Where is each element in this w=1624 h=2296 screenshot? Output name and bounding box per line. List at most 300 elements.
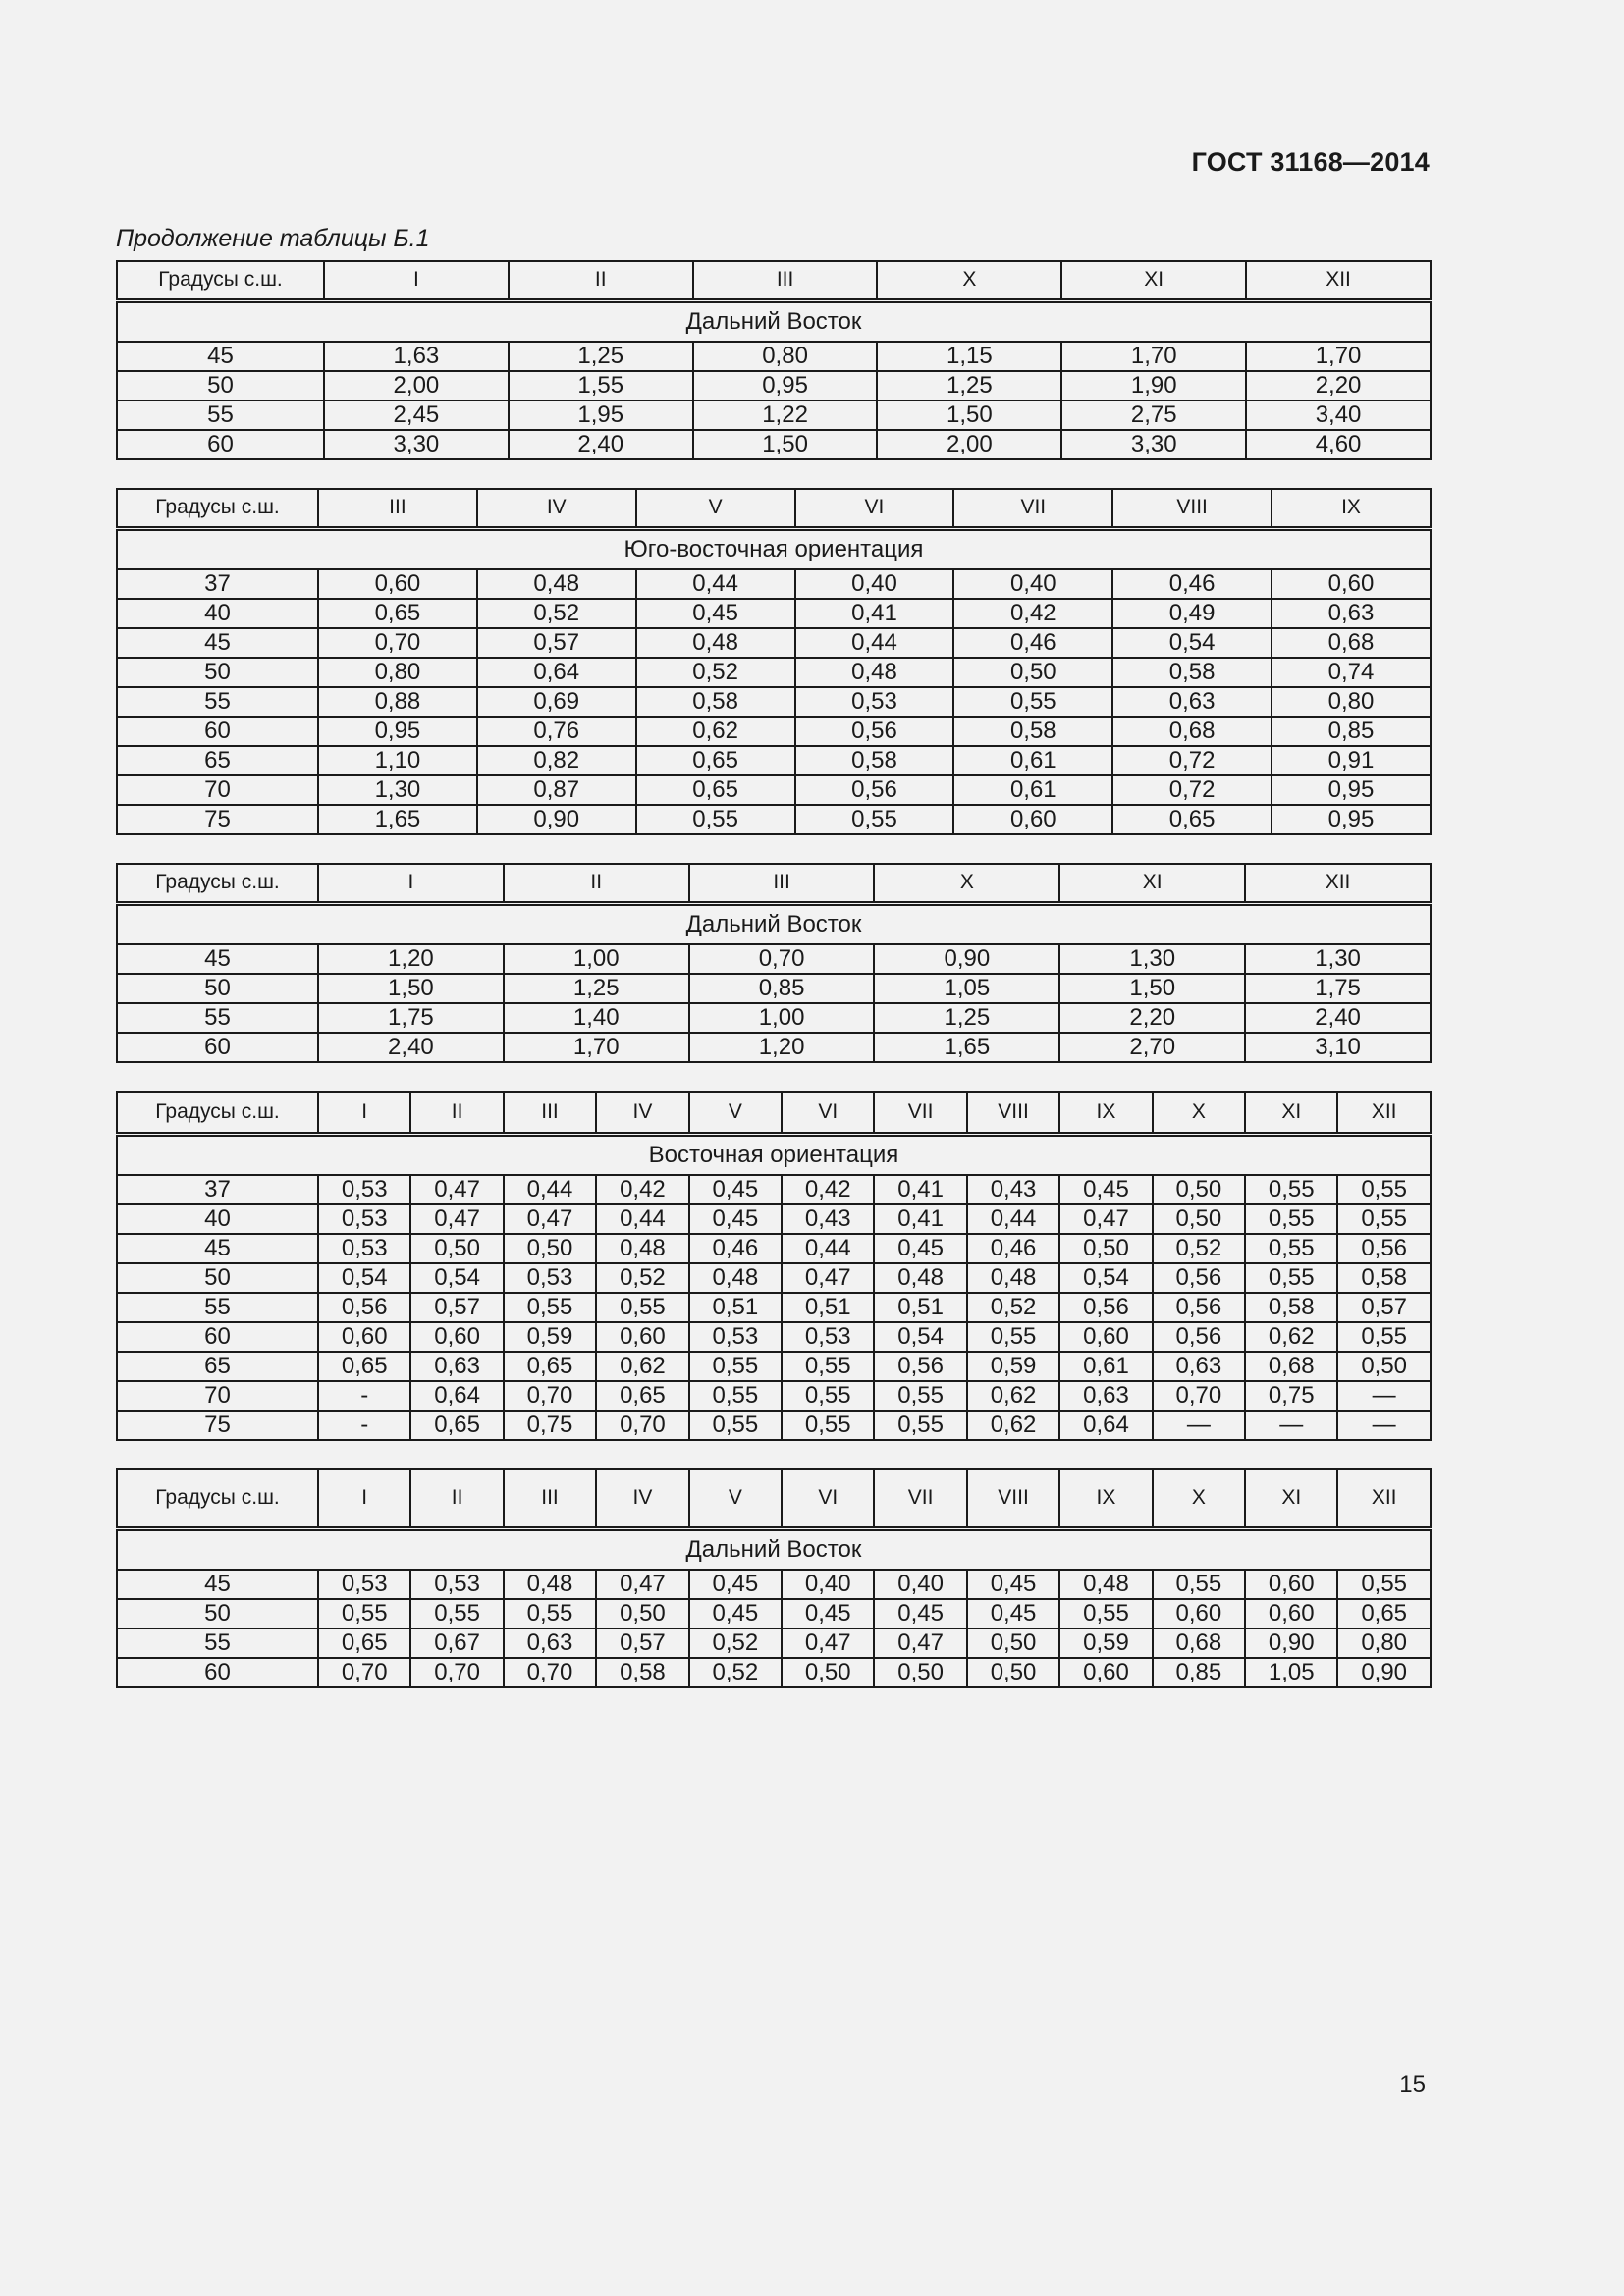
value-cell: 0,65 — [318, 1352, 410, 1381]
value-cell: 0,40 — [782, 1570, 874, 1599]
header-cell-month: VI — [782, 1092, 874, 1134]
latitude-cell: 65 — [117, 746, 318, 775]
value-cell: 0,57 — [1337, 1293, 1430, 1322]
header-cell-month: III — [504, 1469, 596, 1528]
value-cell: 1,05 — [1245, 1658, 1337, 1687]
table-row — [117, 599, 1431, 628]
value-cell: 0,51 — [689, 1293, 782, 1322]
value-cell: - — [318, 1381, 410, 1411]
value-cell: 0,95 — [693, 371, 878, 400]
value-cell: 0,48 — [1059, 1570, 1152, 1599]
tables-container — [116, 260, 1430, 1716]
latitude-cell: 37 — [117, 1175, 318, 1204]
latitude-cell: 55 — [117, 687, 318, 717]
value-cell: 0,43 — [967, 1175, 1059, 1204]
header-cell-month: IX — [1272, 489, 1431, 528]
latitude-cell: 65 — [117, 1352, 318, 1381]
value-cell: 0,41 — [795, 599, 954, 628]
value-cell: 1,75 — [318, 1003, 504, 1033]
value-cell: 0,51 — [874, 1293, 966, 1322]
value-cell: - — [318, 1411, 410, 1440]
value-cell: 0,95 — [318, 717, 477, 746]
value-cell: 0,45 — [636, 599, 795, 628]
value-cell: 0,60 — [1272, 569, 1431, 599]
value-cell: 0,85 — [1272, 717, 1431, 746]
value-cell: 0,45 — [689, 1570, 782, 1599]
value-cell: 0,55 — [782, 1381, 874, 1411]
value-cell: 1,25 — [504, 974, 689, 1003]
header-cell-month: XII — [1246, 261, 1431, 300]
value-cell: 0,55 — [1245, 1204, 1337, 1234]
value-cell: 0,90 — [874, 944, 1059, 974]
header-cell-month: IV — [596, 1469, 688, 1528]
value-cell: 0,59 — [504, 1322, 596, 1352]
header-cell-month: XII — [1337, 1092, 1430, 1134]
latitude-cell: 55 — [117, 1003, 318, 1033]
table-row — [117, 1175, 1431, 1204]
value-cell: 0,69 — [477, 687, 636, 717]
section-title: Юго-восточная ориентация — [117, 528, 1431, 569]
value-cell: 0,55 — [874, 1411, 966, 1440]
value-cell: 0,55 — [953, 687, 1112, 717]
value-cell: 2,70 — [1059, 1033, 1245, 1062]
value-cell: 0,53 — [318, 1570, 410, 1599]
data-table — [116, 260, 1432, 460]
value-cell: 1,50 — [693, 430, 878, 459]
header-cell-month: XII — [1337, 1469, 1430, 1528]
value-cell: 0,60 — [1059, 1322, 1152, 1352]
value-cell: 0,52 — [636, 658, 795, 687]
value-cell: 2,40 — [1245, 1003, 1431, 1033]
value-cell: 1,63 — [324, 342, 509, 371]
latitude-cell: 50 — [117, 974, 318, 1003]
value-cell: 0,55 — [782, 1352, 874, 1381]
value-cell: 1,90 — [1061, 371, 1246, 400]
value-cell: 0,61 — [953, 746, 1112, 775]
value-cell: 0,75 — [1245, 1381, 1337, 1411]
value-cell: 0,56 — [1153, 1293, 1245, 1322]
section-title: Дальний Восток — [117, 300, 1431, 342]
value-cell: 0,55 — [1337, 1322, 1430, 1352]
value-cell: 0,63 — [410, 1352, 503, 1381]
value-cell: 0,55 — [1245, 1263, 1337, 1293]
latitude-cell: 50 — [117, 1599, 318, 1629]
header-cell-month: X — [877, 261, 1061, 300]
table-caption: Продолжение таблицы Б.1 — [116, 225, 430, 252]
value-cell: 0,46 — [953, 628, 1112, 658]
value-cell: 0,48 — [596, 1234, 688, 1263]
value-cell: 0,50 — [1153, 1175, 1245, 1204]
header-cell-latitude: Градусы с.ш. — [117, 1469, 318, 1528]
value-cell: 0,50 — [410, 1234, 503, 1263]
latitude-cell: 45 — [117, 1570, 318, 1599]
value-cell: 0,56 — [318, 1293, 410, 1322]
value-cell: 0,53 — [504, 1263, 596, 1293]
value-cell: 0,40 — [795, 569, 954, 599]
table-row — [117, 717, 1431, 746]
value-cell: 0,60 — [1245, 1570, 1337, 1599]
table-row — [117, 400, 1431, 430]
value-cell: 0,70 — [410, 1658, 503, 1687]
value-cell: 0,70 — [318, 1658, 410, 1687]
header-cell-month: I — [318, 1469, 410, 1528]
value-cell: 0,61 — [953, 775, 1112, 805]
value-cell: 0,46 — [967, 1234, 1059, 1263]
value-cell: 0,53 — [318, 1234, 410, 1263]
value-cell: 0,50 — [504, 1234, 596, 1263]
header-cell-month: IX — [1059, 1092, 1152, 1134]
table-row — [117, 1658, 1431, 1687]
value-cell: 0,74 — [1272, 658, 1431, 687]
value-cell: 0,55 — [795, 805, 954, 834]
value-cell: 1,70 — [1246, 342, 1431, 371]
value-cell: 0,68 — [1272, 628, 1431, 658]
value-cell: 0,54 — [1112, 628, 1272, 658]
value-cell: 0,56 — [1153, 1322, 1245, 1352]
latitude-cell: 60 — [117, 1033, 318, 1062]
table-row — [117, 628, 1431, 658]
table-row — [117, 805, 1431, 834]
latitude-cell: 55 — [117, 1629, 318, 1658]
value-cell: 0,55 — [1245, 1175, 1337, 1204]
latitude-cell: 45 — [117, 1234, 318, 1263]
document-header: ГОСТ 31168—2014 — [1191, 147, 1430, 177]
value-cell: 0,68 — [1153, 1629, 1245, 1658]
value-cell: 0,45 — [689, 1175, 782, 1204]
header-cell-month: II — [504, 864, 689, 903]
value-cell: 0,60 — [1153, 1599, 1245, 1629]
table-row — [117, 974, 1431, 1003]
value-cell: 0,60 — [953, 805, 1112, 834]
header-cell-month: VI — [782, 1469, 874, 1528]
value-cell: 0,55 — [782, 1411, 874, 1440]
value-cell: 0,52 — [1153, 1234, 1245, 1263]
value-cell: 1,10 — [318, 746, 477, 775]
value-cell: 1,20 — [318, 944, 504, 974]
page-number: 15 — [1399, 2071, 1426, 2098]
header-cell-month: I — [324, 261, 509, 300]
value-cell: 0,55 — [1059, 1599, 1152, 1629]
value-cell: 0,52 — [689, 1658, 782, 1687]
value-cell: 0,55 — [689, 1411, 782, 1440]
value-cell: 0,50 — [782, 1658, 874, 1687]
value-cell: 2,45 — [324, 400, 509, 430]
value-cell: 0,62 — [967, 1411, 1059, 1440]
value-cell: 1,05 — [874, 974, 1059, 1003]
header-cell-month: I — [318, 1092, 410, 1134]
value-cell: 0,45 — [967, 1599, 1059, 1629]
value-cell: 0,80 — [1272, 687, 1431, 717]
value-cell: 0,45 — [689, 1204, 782, 1234]
value-cell: 0,47 — [596, 1570, 688, 1599]
value-cell: 1,70 — [1061, 342, 1246, 371]
value-cell: 0,59 — [1059, 1629, 1152, 1658]
data-table — [116, 863, 1432, 1063]
value-cell: 0,65 — [636, 746, 795, 775]
value-cell: 0,53 — [795, 687, 954, 717]
value-cell: 0,60 — [1245, 1599, 1337, 1629]
value-cell: 0,50 — [596, 1599, 688, 1629]
value-cell: 0,44 — [967, 1204, 1059, 1234]
value-cell: 1,00 — [504, 944, 689, 974]
table-row — [117, 658, 1431, 687]
latitude-cell: 75 — [117, 805, 318, 834]
value-cell: 0,53 — [410, 1570, 503, 1599]
value-cell: 0,58 — [636, 687, 795, 717]
value-cell: 0,41 — [874, 1204, 966, 1234]
header-cell-month: II — [410, 1469, 503, 1528]
value-cell: 0,65 — [318, 599, 477, 628]
value-cell: 0,65 — [596, 1381, 688, 1411]
latitude-cell: 55 — [117, 1293, 318, 1322]
header-cell-month: IV — [477, 489, 636, 528]
section-title: Дальний Восток — [117, 903, 1431, 944]
value-cell: 0,55 — [967, 1322, 1059, 1352]
value-cell: 1,20 — [689, 1033, 875, 1062]
header-cell-month: XI — [1245, 1469, 1337, 1528]
value-cell: 0,50 — [967, 1658, 1059, 1687]
value-cell: 0,48 — [689, 1263, 782, 1293]
header-cell-month: III — [318, 489, 477, 528]
value-cell: 0,48 — [967, 1263, 1059, 1293]
value-cell: 0,58 — [1337, 1263, 1430, 1293]
latitude-cell: 40 — [117, 599, 318, 628]
value-cell: 1,95 — [509, 400, 693, 430]
value-cell: 0,53 — [689, 1322, 782, 1352]
value-cell: 0,55 — [1245, 1234, 1337, 1263]
value-cell: 0,58 — [596, 1658, 688, 1687]
value-cell: 2,75 — [1061, 400, 1246, 430]
value-cell: 1,30 — [318, 775, 477, 805]
value-cell: 0,85 — [689, 974, 875, 1003]
value-cell: 0,54 — [874, 1322, 966, 1352]
latitude-cell: 50 — [117, 1263, 318, 1293]
value-cell: 0,70 — [689, 944, 875, 974]
value-cell: 0,47 — [410, 1175, 503, 1204]
value-cell: 0,65 — [504, 1352, 596, 1381]
value-cell: 0,70 — [318, 628, 477, 658]
value-cell: 0,52 — [477, 599, 636, 628]
value-cell: 1,50 — [877, 400, 1061, 430]
value-cell: 0,45 — [874, 1234, 966, 1263]
value-cell: 0,60 — [318, 1322, 410, 1352]
value-cell: 0,48 — [477, 569, 636, 599]
value-cell: — — [1337, 1381, 1430, 1411]
table-row — [117, 687, 1431, 717]
table-row — [117, 1411, 1431, 1440]
value-cell: 1,30 — [1245, 944, 1431, 974]
value-cell: 0,58 — [1245, 1293, 1337, 1322]
value-cell: 1,25 — [509, 342, 693, 371]
latitude-cell: 60 — [117, 717, 318, 746]
value-cell: 0,65 — [318, 1629, 410, 1658]
header-cell-month: VII — [874, 1469, 966, 1528]
value-cell: 0,91 — [1272, 746, 1431, 775]
value-cell: 0,63 — [1153, 1352, 1245, 1381]
header-cell-month: II — [410, 1092, 503, 1134]
section-row — [117, 1528, 1431, 1570]
value-cell: 0,88 — [318, 687, 477, 717]
header-cell-month: XI — [1245, 1092, 1337, 1134]
header-cell-month: IX — [1059, 1469, 1152, 1528]
header-cell-month: V — [689, 1092, 782, 1134]
value-cell: 3,40 — [1246, 400, 1431, 430]
table-row — [117, 1033, 1431, 1062]
value-cell: 0,56 — [874, 1352, 966, 1381]
value-cell: 2,40 — [318, 1033, 504, 1062]
value-cell: 1,75 — [1245, 974, 1431, 1003]
value-cell: 0,65 — [410, 1411, 503, 1440]
value-cell: 0,55 — [874, 1381, 966, 1411]
table-header-row — [117, 1092, 1431, 1134]
value-cell: 0,55 — [1337, 1204, 1430, 1234]
value-cell: 0,95 — [1272, 805, 1431, 834]
value-cell: 0,62 — [1245, 1322, 1337, 1352]
header-cell-month: VI — [795, 489, 954, 528]
value-cell: 0,72 — [1112, 746, 1272, 775]
header-cell-month: VIII — [967, 1469, 1059, 1528]
value-cell: 2,00 — [877, 430, 1061, 459]
value-cell: 3,10 — [1245, 1033, 1431, 1062]
value-cell: 0,87 — [477, 775, 636, 805]
value-cell: — — [1337, 1411, 1430, 1440]
table-header-row — [117, 1469, 1431, 1528]
value-cell: 0,55 — [689, 1381, 782, 1411]
data-table — [116, 488, 1432, 835]
value-cell: 0,42 — [596, 1175, 688, 1204]
table-header-row — [117, 489, 1431, 528]
header-cell-month: VII — [953, 489, 1112, 528]
value-cell: 0,57 — [410, 1293, 503, 1322]
value-cell: 0,48 — [874, 1263, 966, 1293]
value-cell: 0,45 — [782, 1599, 874, 1629]
value-cell: 0,62 — [636, 717, 795, 746]
table-header-row — [117, 864, 1431, 903]
value-cell: 0,46 — [689, 1234, 782, 1263]
value-cell: 1,25 — [874, 1003, 1059, 1033]
header-cell-month: X — [1153, 1092, 1245, 1134]
section-row — [117, 903, 1431, 944]
value-cell: 0,76 — [477, 717, 636, 746]
value-cell: 0,54 — [318, 1263, 410, 1293]
value-cell: 0,64 — [1059, 1411, 1152, 1440]
table-row — [117, 1204, 1431, 1234]
table-row — [117, 1003, 1431, 1033]
value-cell: 0,58 — [1112, 658, 1272, 687]
value-cell: 0,80 — [318, 658, 477, 687]
value-cell: 0,75 — [504, 1411, 596, 1440]
value-cell: 0,55 — [596, 1293, 688, 1322]
value-cell: 0,60 — [318, 569, 477, 599]
value-cell: 0,50 — [874, 1658, 966, 1687]
value-cell: 0,68 — [1245, 1352, 1337, 1381]
value-cell: 0,55 — [410, 1599, 503, 1629]
value-cell: 0,90 — [1337, 1658, 1430, 1687]
value-cell: 0,62 — [596, 1352, 688, 1381]
header-cell-month: V — [636, 489, 795, 528]
value-cell: 0,44 — [795, 628, 954, 658]
value-cell: 0,43 — [782, 1204, 874, 1234]
value-cell: 0,50 — [1153, 1204, 1245, 1234]
value-cell: 0,55 — [1153, 1570, 1245, 1599]
value-cell: 0,40 — [953, 569, 1112, 599]
header-cell-month: III — [689, 864, 875, 903]
value-cell: 0,60 — [1059, 1658, 1152, 1687]
latitude-cell: 75 — [117, 1411, 318, 1440]
table-row — [117, 944, 1431, 974]
value-cell: 0,55 — [689, 1352, 782, 1381]
value-cell: 1,70 — [504, 1033, 689, 1062]
value-cell: 0,60 — [596, 1322, 688, 1352]
header-cell-latitude: Градусы с.ш. — [117, 1092, 318, 1134]
value-cell: 1,65 — [874, 1033, 1059, 1062]
header-cell-month: VIII — [1112, 489, 1272, 528]
value-cell: 0,40 — [874, 1570, 966, 1599]
header-cell-month: III — [504, 1092, 596, 1134]
value-cell: 3,30 — [1061, 430, 1246, 459]
value-cell: 0,65 — [1337, 1599, 1430, 1629]
section-row — [117, 1134, 1431, 1175]
value-cell: 0,44 — [782, 1234, 874, 1263]
value-cell: 0,55 — [318, 1599, 410, 1629]
value-cell: 2,20 — [1246, 371, 1431, 400]
value-cell: 0,63 — [1112, 687, 1272, 717]
value-cell: 0,47 — [504, 1204, 596, 1234]
value-cell: 0,46 — [1112, 569, 1272, 599]
table-row — [117, 746, 1431, 775]
value-cell: 0,48 — [504, 1570, 596, 1599]
table-row — [117, 430, 1431, 459]
value-cell: 2,40 — [509, 430, 693, 459]
latitude-cell: 50 — [117, 371, 324, 400]
table-row — [117, 371, 1431, 400]
value-cell: 0,55 — [504, 1599, 596, 1629]
value-cell: 0,64 — [410, 1381, 503, 1411]
table-header-row — [117, 261, 1431, 300]
header-cell-month: XI — [1059, 864, 1245, 903]
data-table — [116, 1468, 1432, 1688]
header-cell-month: XI — [1061, 261, 1246, 300]
value-cell: 0,62 — [967, 1381, 1059, 1411]
data-table — [116, 1091, 1432, 1441]
table-row — [117, 1570, 1431, 1599]
latitude-cell: 40 — [117, 1204, 318, 1234]
value-cell: 0,55 — [1337, 1175, 1430, 1204]
table-row — [117, 1629, 1431, 1658]
value-cell: 0,56 — [1059, 1293, 1152, 1322]
value-cell: 0,51 — [782, 1293, 874, 1322]
table-row — [117, 1293, 1431, 1322]
header-cell-month: XII — [1245, 864, 1431, 903]
value-cell: 0,44 — [636, 569, 795, 599]
value-cell: 1,00 — [689, 1003, 875, 1033]
value-cell: 0,85 — [1153, 1658, 1245, 1687]
value-cell: 0,50 — [1059, 1234, 1152, 1263]
header-cell-month: VIII — [967, 1092, 1059, 1134]
value-cell: 0,52 — [967, 1293, 1059, 1322]
value-cell: 1,15 — [877, 342, 1061, 371]
value-cell: 0,54 — [1059, 1263, 1152, 1293]
value-cell: 1,65 — [318, 805, 477, 834]
value-cell: — — [1245, 1411, 1337, 1440]
table-row — [117, 1381, 1431, 1411]
value-cell: 0,56 — [1337, 1234, 1430, 1263]
value-cell: 1,50 — [318, 974, 504, 1003]
value-cell: 0,55 — [636, 805, 795, 834]
latitude-cell: 37 — [117, 569, 318, 599]
section-row — [117, 300, 1431, 342]
value-cell: 0,52 — [689, 1629, 782, 1658]
